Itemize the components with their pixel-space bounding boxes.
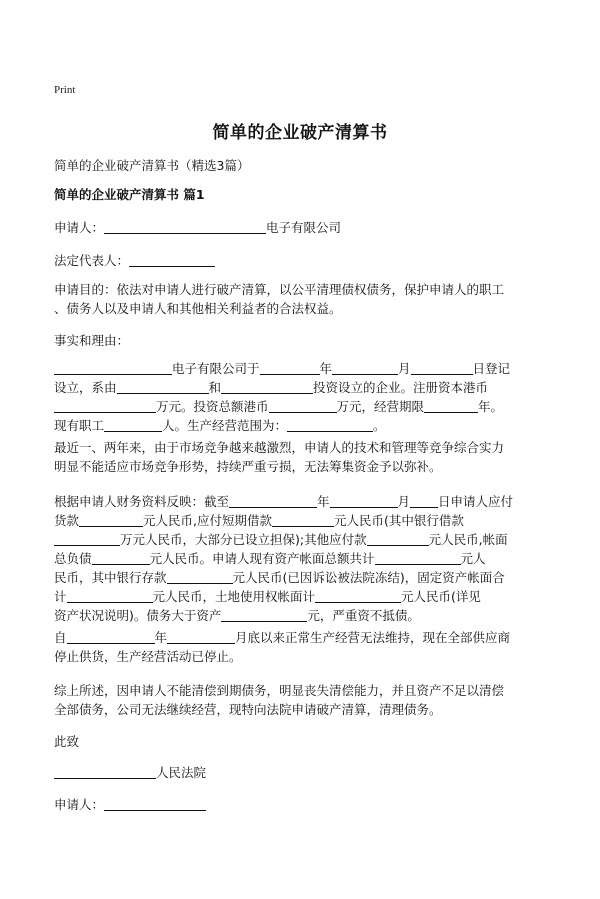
p3-text-asset-detail: 资产状况说明)。债务大于资产: [54, 608, 222, 623]
blank-as-of-month: [330, 494, 398, 508]
page-title: 简单的企业破产清算书: [212, 123, 388, 143]
p1-text-year-end: 年。: [478, 399, 504, 414]
p1-text-year: 年: [319, 361, 333, 376]
p3-text-loan: 货款: [54, 513, 80, 528]
p3-text-rmb-book: 元人民币,帐面: [428, 532, 508, 547]
closing-text: 此致: [54, 734, 80, 749]
applicant-line: [54, 218, 341, 236]
p5-line-1: 综上所述，因申请人不能清偿到期债务，明显丧失清偿能力，并且资产不足以清偿: [54, 683, 505, 698]
purpose-line-2: 、债务人以及申请人和其他相关利益者的合法权益。: [54, 301, 342, 316]
facts-paragraph-3: [54, 492, 554, 625]
p1-text-setup: 设立，系由: [54, 380, 117, 395]
facts-paragraph-4: [54, 628, 554, 666]
p1-line-3: [54, 397, 554, 416]
print-label: Print: [54, 84, 76, 96]
p3-line-7: [54, 606, 554, 625]
p4-line-2: 停止供货，生产经营活动已停止。: [54, 649, 242, 664]
p4-text-year: 年: [154, 630, 168, 645]
blank-investor-2: [221, 380, 313, 394]
p3-line-6: [54, 587, 554, 606]
p1-line-2: [54, 378, 554, 397]
p1-text-company: 电子有限公司于: [172, 361, 260, 376]
blank-bank-deposit: [167, 570, 233, 584]
p3-text-intro: 根据申请人财务资料反映：截至: [54, 494, 230, 509]
p3-text-rmb-detail: 元人民币(详见: [401, 589, 481, 604]
p3-text-rmb-assets: 元人民币。申请人现有资产帐面总额共计: [149, 551, 375, 566]
p4-text-from: 自: [54, 630, 67, 645]
p1-text-staff: 现有职工: [54, 418, 105, 433]
p1-text-scope: 人。生产经营范围为：: [162, 418, 288, 433]
blank-court-name: [54, 765, 156, 779]
conclusion-paragraph: [54, 681, 554, 719]
facts-label: 事实和理由：: [54, 333, 130, 348]
p3-text-rmb-short: 元人民币,应付短期借款: [143, 513, 272, 528]
facts-paragraph-2: [54, 438, 554, 476]
blank-staff-count: [104, 418, 162, 432]
p2-line-1: 最近一、两年来，由于市场竞争越来越激烈，申请人的技术和管理等竞争综合实力: [54, 440, 505, 455]
blank-bank-loan: [54, 532, 120, 546]
blank-total-liabilities: [92, 551, 150, 565]
blank-legal-rep: [129, 253, 215, 267]
blank-investor-1: [117, 380, 209, 394]
p3-text-rmb-land: 元人民币，土地使用权帐面计: [152, 589, 316, 604]
blank-other-payables: [367, 532, 429, 546]
p3-line-5: [54, 568, 554, 587]
applicant-sign-label: 申请人：: [54, 797, 105, 812]
applicant-suffix: 电子有限公司: [266, 220, 342, 235]
blank-reg-day: [411, 361, 473, 375]
p1-text-invest: 投资设立的企业。注册资本港币: [313, 380, 489, 395]
blank-fixed-assets: [67, 589, 153, 603]
p3-line-2: [54, 511, 554, 530]
p4-text-stop: 月底以来正常生产经营无法维持，现在全部供应商: [235, 630, 511, 645]
applicant-label: 申请人：: [54, 220, 105, 235]
court-line: [54, 763, 206, 781]
p3-line-4: [54, 549, 554, 568]
p1-text-day-reg: 日登记: [472, 361, 511, 376]
p1-line-1: [54, 359, 554, 378]
p3-line-1: [54, 492, 554, 511]
p3-text-rmb-bank: 元人民币(其中银行借款: [334, 513, 464, 528]
purpose-paragraph: [54, 280, 554, 318]
p3-text-insolvent: 元，严重资不抵债。: [307, 608, 420, 623]
applicant-signature-line: [54, 795, 206, 813]
p3-text-yuan-ren: 元人: [460, 551, 486, 566]
blank-applicant-signature: [104, 797, 206, 811]
p2-line-2: 明显不能适应市场竞争形势，持续严重亏损，无法筹集资金予以弥补。: [54, 459, 442, 474]
p1-text-wan-2: 万元，经营期限: [336, 399, 425, 414]
blank-term: [424, 399, 478, 413]
blank-since-year: [67, 630, 155, 644]
p1-text-wan-1: 万元。投资总额港币: [156, 399, 269, 414]
blank-total-investment: [269, 399, 337, 413]
subtitle: 简单的企业破产清算书（精选3篇）: [54, 158, 250, 173]
blank-as-of-year: [229, 494, 317, 508]
facts-paragraph-1: [54, 359, 554, 435]
p3-text-min-bank: 民币，其中银行存款: [54, 570, 167, 585]
legal-rep-line: [54, 251, 215, 269]
court-suffix: 人民法院: [156, 765, 207, 780]
p1-line-4: [54, 416, 554, 435]
p3-text-wan-guar: 万元人民币，大部分已设立担保);其他应付款: [120, 532, 367, 547]
p1-text-period: 。: [373, 418, 386, 433]
p4-line-1: [54, 628, 554, 647]
blank-total-assets: [375, 551, 461, 565]
blank-company: [54, 361, 172, 375]
p3-text-rmb-frozen: 元人民币(已因诉讼被法院冻结)，固定资产帐面合: [232, 570, 505, 585]
blank-scope: [287, 418, 373, 432]
section-heading: 简单的企业破产清算书 篇1: [54, 187, 205, 202]
blank-applicant-name: [104, 220, 266, 234]
p1-text-and: 和: [208, 380, 222, 395]
blank-land-use-right: [315, 589, 401, 603]
blank-reg-year: [260, 361, 320, 375]
p3-text-total-debt: 总负债: [54, 551, 92, 566]
blank-as-of-day: [410, 494, 438, 508]
p3-text-year: 年: [317, 494, 330, 509]
purpose-line-1: 申请目的：依法对申请人进行破产清算，以公平清理债权债务，保护申请人的职工: [54, 282, 505, 297]
blank-since-month: [167, 630, 235, 644]
p3-text-ji: 计: [54, 589, 67, 604]
blank-short-term-loan: [272, 513, 334, 527]
blank-reg-month: [332, 361, 398, 375]
blank-accounts-payable: [79, 513, 143, 527]
blank-shortfall: [221, 608, 307, 622]
p3-text-day: 日申请人应付: [438, 494, 514, 509]
blank-registered-capital: [54, 399, 156, 413]
p3-line-3: [54, 530, 554, 549]
legal-rep-label: 法定代表人：: [54, 253, 130, 268]
p5-line-2: 全部债务，公司无法继续经营，现特向法院申请破产清算，清理债务。: [54, 702, 442, 717]
p3-text-month: 月: [397, 494, 411, 509]
p1-text-month: 月: [398, 361, 411, 376]
